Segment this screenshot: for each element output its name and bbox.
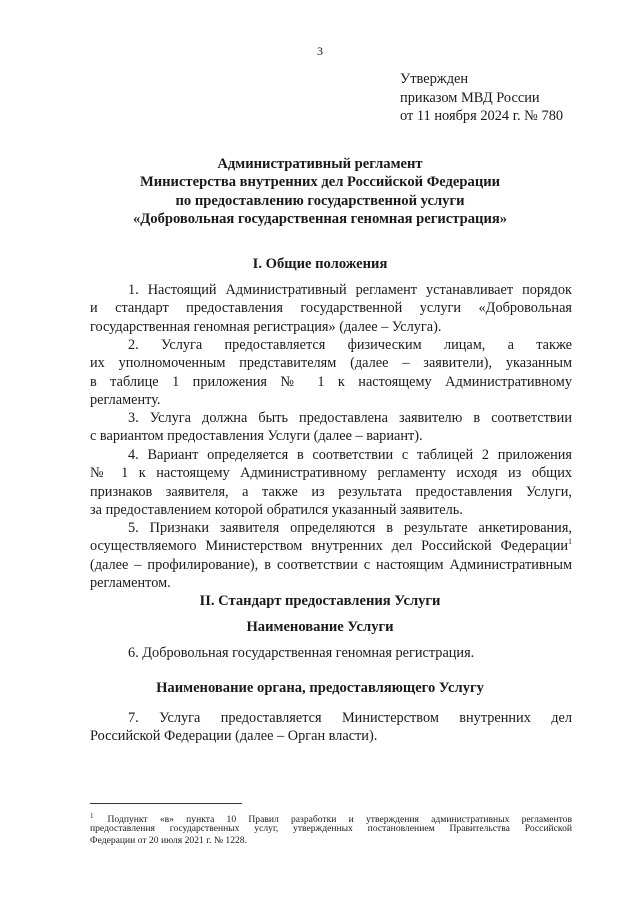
paragraph-6 xyxy=(90,644,572,662)
text-line: регламенту. xyxy=(90,391,161,408)
footnote-line: Федерации от 20 июля 2021 г. № 1228. xyxy=(90,835,247,847)
text-line: за предоставлением которой обратился указанный заявитель. xyxy=(90,501,463,518)
text-line: 5. Признаки заявителя определяются в результате анкетирования, xyxy=(128,520,572,536)
text-line: регламентом. xyxy=(90,574,171,591)
text-line: признаков заявителя, а также из результата предоставления Услуги, xyxy=(90,483,572,500)
subsection-heading: Наименование органа, предоставляющего Услугу xyxy=(156,680,484,696)
approval-stamp xyxy=(400,70,563,126)
text-line: государственная геномная регистрация» (далее – Услуга). xyxy=(90,318,442,335)
approval-line: приказом МВД России xyxy=(400,89,540,106)
title-line: «Добровольная государственная геномная регистрация» xyxy=(132,210,508,227)
paragraph-3 xyxy=(90,409,572,446)
text-span: осуществляемого Министерством внутренних дел Российской Федерации xyxy=(90,538,568,555)
text-line: 6. Добровольная государственная геномная регистрация. xyxy=(128,645,475,661)
approval-line: Утвержден xyxy=(400,71,469,87)
text-line: их уполномоченным представителям (далее – заявители), указанным xyxy=(90,355,572,372)
footnote-ref: 1 xyxy=(568,537,572,547)
text-line: с вариантом предоставления Услуги (далее – вариант). xyxy=(90,428,423,445)
text-line xyxy=(90,537,572,555)
text-line: № 1 к настоящему Административному регламенту исходя из общих xyxy=(90,465,572,482)
document-title xyxy=(0,155,640,228)
footnote-line: предоставления государственных услуг, утвержденных постановлением Правительства Российской xyxy=(90,822,572,834)
footnote-line xyxy=(90,810,572,823)
paragraph-1 xyxy=(90,281,572,336)
text-line: Российской Федерации (далее – Орган власти). xyxy=(90,728,378,745)
paragraph-2 xyxy=(90,336,572,409)
page-number: 3 xyxy=(317,44,323,58)
text-line: 7. Услуга предоставляется Министерством внутренних дел xyxy=(128,710,572,726)
paragraph-5 xyxy=(90,519,572,592)
footnote-text: Подпункт «в» пункта 10 Правил разработки и утверждения административных регламентов xyxy=(107,814,572,825)
title-line: Административный регламент xyxy=(217,156,423,172)
approval-line: от 11 ноября 2024 г. № 780 xyxy=(400,108,564,124)
footnote-marker: 1 xyxy=(90,812,94,820)
text-line: в таблице 1 приложения № 1 к настоящему Административному xyxy=(90,373,572,390)
title-line: Министерства внутренних дел Российской Федерации xyxy=(139,174,501,191)
footnote xyxy=(90,810,572,848)
paragraph-4 xyxy=(90,446,572,519)
subsection-heading: Наименование Услуги xyxy=(246,619,394,635)
text-line: 1. Настоящий Административный регламент устанавливает порядок xyxy=(128,282,572,298)
section-heading: I. Общие положения xyxy=(252,256,388,272)
paragraph-7 xyxy=(90,709,572,746)
footnote-divider xyxy=(90,803,242,804)
text-line: 4. Вариант определяется в соответствии с таблицей 2 приложения xyxy=(128,447,572,463)
section-heading: II. Стандарт предоставления Услуги xyxy=(199,593,441,609)
text-line: 3. Услуга должна быть предоставлена заявителю в соответствии xyxy=(128,410,572,426)
text-line: и стандарт предоставления государственной услуги «Добровольная xyxy=(90,300,572,317)
text-line: 2. Услуга предоставляется физическим лицам, а также xyxy=(128,337,572,353)
text-line: (далее – профилирование), в соответствии с настоящим Административным xyxy=(90,556,572,573)
title-line: по предоставлению государственной услуги xyxy=(175,192,465,209)
